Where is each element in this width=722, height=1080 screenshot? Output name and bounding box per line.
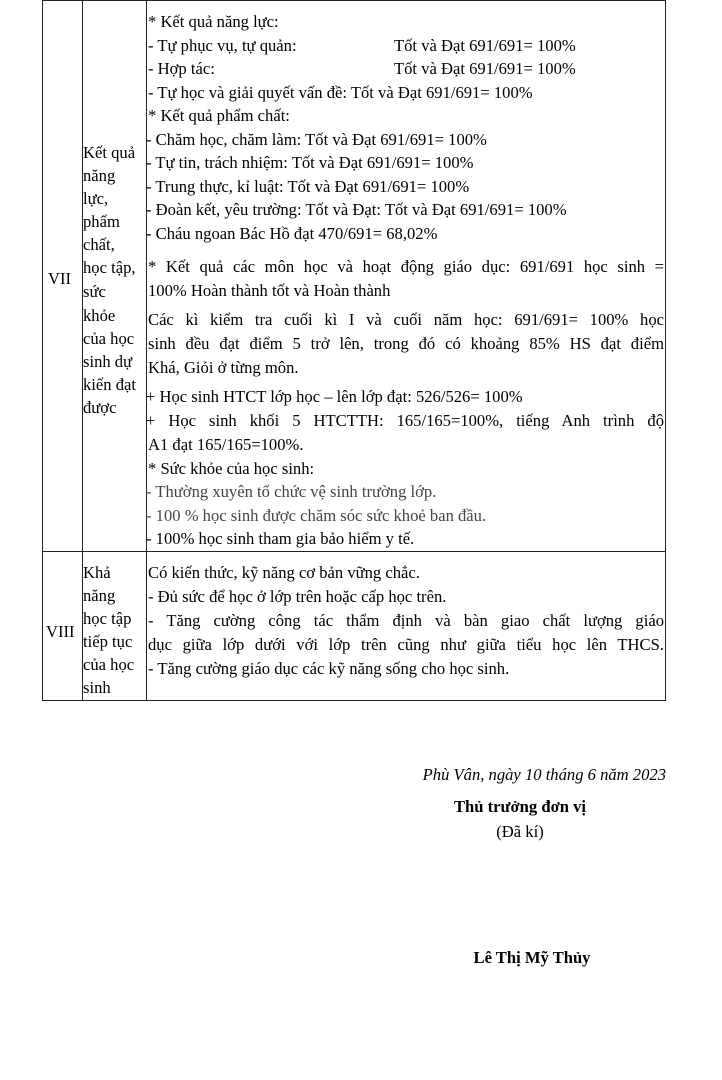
table-border-right (665, 0, 666, 701)
signer-name: Lê Thị Mỹ Thủy (473, 948, 591, 967)
signed-note: (Đã kí) (496, 822, 544, 841)
row-number-viii: VIII (46, 622, 75, 641)
title-line: Khả (83, 563, 111, 582)
title-line: được (83, 398, 117, 417)
content-line: - Đoàn kết, yêu trường: Tốt và Đạt: Tốt và Đạt 691/691= 100% (146, 200, 567, 219)
table-border-left (42, 0, 43, 701)
content-line: - Tăng cường công tác thẩm định và bàn giao chất lượng giáo (148, 611, 664, 630)
content-line: - Tự phục vụ, tự quản: (148, 36, 297, 55)
content-line: - Thường xuyên tổ chức vệ sinh trường lớp. (146, 482, 437, 501)
title-line: năng (83, 586, 116, 605)
row-number-vii: VII (48, 269, 72, 288)
content-line: * Kết quả các môn học và hoạt động giáo dục: 691/691 học sinh = (148, 257, 664, 276)
title-line: sinh dự (83, 352, 133, 371)
title-line: chất, (83, 235, 115, 254)
title-line: phẩm (83, 212, 120, 231)
content-line: sinh đều đạt điểm 5 trở lên, trong đó có khoảng 85% HS đạt điểm (148, 334, 664, 353)
title-line: của học (83, 655, 135, 674)
content-line: - 100 % học sinh được chăm sóc sức khoẻ ban đầu. (146, 506, 487, 525)
title-line: khỏe (83, 306, 116, 325)
content-line: - 100% học sinh tham gia bảo hiểm y tế. (146, 529, 415, 548)
content-line: Tốt và Đạt 691/691= 100% (394, 59, 576, 78)
content-line: - Hợp tác: (148, 59, 215, 78)
content-line: - Tự học và giải quyết vấn đề: Tốt và Đạt 691/691= 100% (148, 83, 533, 102)
content-line: * Kết quả năng lực: (148, 12, 279, 31)
title-line: Kết quả (83, 143, 136, 162)
signer-position: Thủ trưởng đơn vị (453, 797, 587, 816)
content-line: - Tự tin, trách nhiệm: Tốt và Đạt 691/691= 100% (146, 153, 474, 172)
content-line: 100% Hoàn thành tốt và Hoàn thành (148, 281, 391, 300)
table-border-top (42, 0, 666, 1)
title-line: năng (83, 166, 116, 185)
title-line: sức (83, 282, 106, 301)
title-line: của học (83, 329, 135, 348)
content-line: - Cháu ngoan Bác Hồ đạt 470/691= 68,02% (146, 224, 438, 243)
table-border-bottom (42, 700, 666, 701)
row-divider (42, 551, 666, 552)
report-table (42, 0, 666, 701)
title-line: tiếp tục (83, 632, 133, 651)
content-line: dục giữa lớp dưới với lớp trên cũng như giữa tiểu học lên THCS. (148, 635, 664, 654)
title-line: lực, (83, 189, 109, 208)
content-line: Khá, Giỏi ở từng môn. (148, 358, 299, 377)
content-line: * Kết quả phẩm chất: (148, 106, 290, 125)
content-line: - Đủ sức để học ở lớp trên hoặc cấp học trên. (148, 587, 447, 606)
content-line: + Học sinh HTCT lớp học – lên lớp đạt: 526/526= 100% (146, 387, 523, 406)
place-date: Phù Vân, ngày 10 tháng 6 năm 2023 (422, 765, 666, 784)
content-line: - Tăng cường giáo dục các kỹ năng sống cho học sinh. (148, 659, 510, 678)
title-line: kiến đạt (83, 375, 136, 394)
content-line: - Trung thực, kỉ luật: Tốt và Đạt 691/691= 100% (146, 177, 470, 196)
title-line: học tập (83, 609, 132, 628)
content-line: A1 đạt 165/165=100%. (148, 435, 304, 454)
content-line: Tốt và Đạt 691/691= 100% (394, 36, 576, 55)
content-line: Các kì kiểm tra cuối kì I và cuối năm học: 691/691= 100% học (148, 310, 664, 329)
content-line: Có kiến thức, kỹ năng cơ bản vững chắc. (148, 563, 420, 582)
title-line: sinh (83, 678, 111, 697)
title-line: học tập, (83, 258, 136, 277)
content-line: - Chăm học, chăm làm: Tốt và Đạt 691/691= 100% (146, 130, 487, 149)
column-divider-2 (146, 0, 147, 701)
content-line: * Sức khỏe của học sinh: (148, 459, 315, 478)
content-line: + Học sinh khối 5 HTCTTH: 165/165=100%, tiếng Anh trình độ (146, 411, 664, 430)
